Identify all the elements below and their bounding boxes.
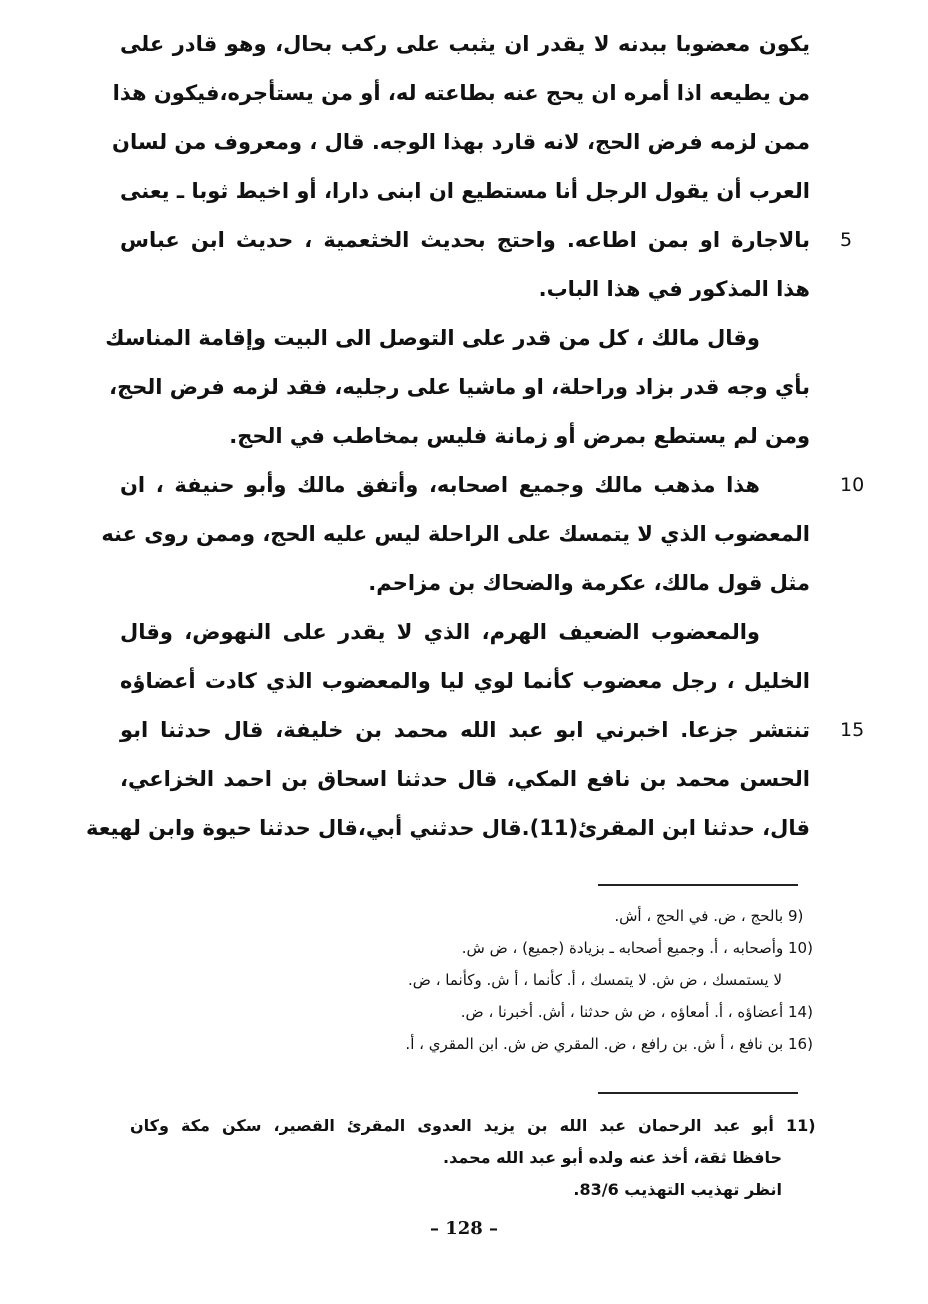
text-line: العرب أن يقول الرجل أنا مستطيع ان ابنى دارا، أو اخيط ثوبا ـ يعنى [120,179,810,203]
text-line: بالاجارة او بمن اطاعه. واحتج بحديث الخثعمية ، حديث ابن عباس 5 [120,216,810,265]
variant-note: 9) بالحج ، ض. في الحج ، أش. [614,907,804,925]
text-line: يكون معضوبا ببدنه لا يقدر ان يثبب على ركب بحال، وهو قادر على [120,32,810,56]
variant-note: 10) وأصحابه ، أ. وجميع أصحابه ـ بزيادة (جميع) ، ض ش. [461,939,813,957]
text-line: هذا المذكور في هذا الباب. [538,277,810,301]
text-line: الحسن محمد بن نافع المكي، قال حدثنا اسحاق بن احمد الخزاعي، [120,767,810,791]
biographical-footnote [130,1110,820,1206]
footnote-divider [598,1092,798,1094]
text-line: مثل قول مالك، عكرمة والضحاك بن مزاحم. [368,571,810,595]
text-line: من يطيعه اذا أمره ان يحج عنه بطاعته له، أو من يستأجره،فيكون هذا [112,81,810,105]
text-line: هذا مذهب مالك وجميع اصحابه، وأتفق مالك وأبو حنيفة ، ان 10 [120,461,810,510]
footnote-divider [598,884,798,886]
footnote-line: انظر تهذيب التهذيب 83/6. [573,1180,782,1199]
footnote-line: 11) أبو عبد الرحمان عبد الله بن يزيد العدوى المقرئ القصير، سكن مكة وكان [130,1116,816,1135]
text-line: وقال مالك ، كل من قدر على التوصل الى البيت وإقامة المناسك [105,326,760,350]
main-text [85,20,865,853]
line-number: 10 [840,474,865,496]
variant-footnotes [260,900,820,1060]
text-line: ومن لم يستطع بمرض أو زمانة فليس بمخاطب في الحج. [229,424,810,448]
text-line: ممن لزمه فرض الحج، لانه قارد بهذا الوجه. قال ، ومعروف من لسان [112,130,810,154]
text-line: المعضوب الذي لا يتمسك على الراحلة ليس عليه الحج، وممن روى عنه [101,522,810,546]
text-line: قال، حدثنا ابن المقرئ(11).قال حدثني أبي،قال حدثنا حيوة وابن لهيعة [85,816,810,840]
footnote-line: حافظا ثقة، أخذ عنه ولده أبو عبد الله محمد. [443,1148,782,1167]
text-line: والمعضوب الضعيف الهرم، الذي لا يقدر على النهوض، وقال [120,620,760,644]
text-line: بأي وجه قدر بزاد وراحلة، او ماشيا على رجليه، فقد لزمه فرض الحج، [109,375,810,399]
variant-note: لا يستمسك ، ض ش. لا يتمسك ، أ. كأنما ، أ ش. وكأنما ، ض. [408,971,782,989]
variant-note: 14) أعضاؤه ، أ. أمعاؤه ، ض ش حدثنا ، أش. أخبرنا ، ض. [460,1003,813,1021]
line-number: 15 [840,719,865,741]
text-line: الخليل ، رجل معضوب كأنما لوي ليا والمعضوب الذي كادت أعضاؤه [120,669,810,693]
text-line: تنتشر جزعا. اخبرني ابو عبد الله محمد بن خليفة، قال حدثنا ابو 15 [120,706,810,755]
variant-note: 16) بن نافع ، أ ش. بن رافع ، ض. المقري ض ش. ابن المقري ، أ. [405,1035,813,1053]
page-number: – 128 – [429,1218,499,1239]
line-number: 5 [840,229,853,251]
